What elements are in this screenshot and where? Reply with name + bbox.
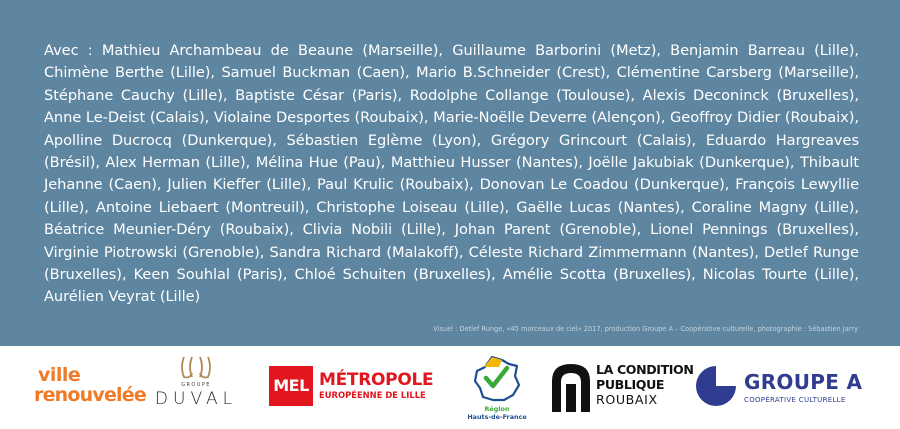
duval-small-label: GROUPE [181,382,211,388]
lcp-line2: PUBLIQUE [596,377,665,392]
ville-renouvelee-line2: renouvelée [34,384,146,406]
la-condition-publique-logo [552,362,694,412]
duval-name: DUVAL [154,389,238,409]
mel-title: MÉTROPOLE [319,370,434,390]
region-label: Région [484,405,510,413]
groupe-a-subtitle: COOPÉRATIVE CULTURELLE [744,396,846,404]
arch-emblem-icon [552,364,590,412]
groupe-a-logo [694,364,870,410]
ville-renouvelee-logo [34,364,146,408]
lcp-line3: ROUBAIX [596,392,658,407]
visual-caption: Visuel : Detlef Runge, «45 morceaux de ciel» 2017, production Groupe A – Coopérative culturelle, photographie : Sébastien Jarry [433,325,858,333]
ville-renouvelee-line1: ville [38,364,81,386]
lcp-line1: LA CONDITION [596,362,694,377]
groupe-a-emblem-icon [694,364,738,408]
mel-badge: MEL [269,366,313,406]
partner-logos [0,346,900,429]
mel-logo [269,366,441,406]
region-name: Hauts-de-France [467,413,527,421]
duval-emblem-icon [179,354,213,380]
credits-text: Avec : Mathieu Archambeau de Beaune (Marseille), Guillaume Barborini (Metz), Benjamin Barreau (Lille), Chimène Berthe (Lille), Samuel Buckman (Caen), Mario B.Schneider (Crest), Clémentine Carsberg (Marseille), Stéphane Cauchy (Lille), Baptiste César (Paris), Rodolphe Collange (Toulouse), Alexis Deconinck (Bruxelles), Anne Le-Deist (Calais), Violaine Desportes (Roubaix), Marie-Noëlle Deverre (Alençon), Geoffroy Didier (Roubaix), Apolline Ducrocq (Dunkerque), Sébastien Eglème (Lyon), Grégory Grincourt (Calais), Eduardo Hargreaves (Brésil), Alex Herman (Lille), Mélina Hue (Pau), Matthieu Husser (Nantes), Joëlle Jakubiak (Dunkerque), Thibault Jehanne (Caen), Julien Kieffer (Lille), Paul Krulic (Roubaix), Donovan Le Coadou (Dunkerque), François Lewyllie (Lille), Antoine Liebaert (Montreuil), Christophe Loiseau (Lille), Gaëlle Lucas (Nantes), Coraline Magny (Lille), Béatrice Meunier-Déry (Roubaix), Clivia Nobili (Lille), Johan Parent (Grenoble), Lionel Pennings (Bruxelles), Virginie Piotrowski (Grenoble), Sandra Richard (Malakoff), Céleste Richard Zimmermann (Nantes), Detlef Runge (Bruxelles), Keen Souhlal (Paris), Chloé Schuiten (Bruxelles), Amélie Scotta (Bruxelles), Nicolas Tourte (Lille), Aurélien Veyrat (Lille) [44,42,859,306]
france-map-icon [462,354,532,404]
mel-subtitle: EUROPÉENNE DE LILLE [319,390,426,400]
groupe-duval-logo [143,354,249,418]
groupe-a-name: GROUPE A [744,370,863,394]
region-hauts-de-france-logo [462,354,532,422]
